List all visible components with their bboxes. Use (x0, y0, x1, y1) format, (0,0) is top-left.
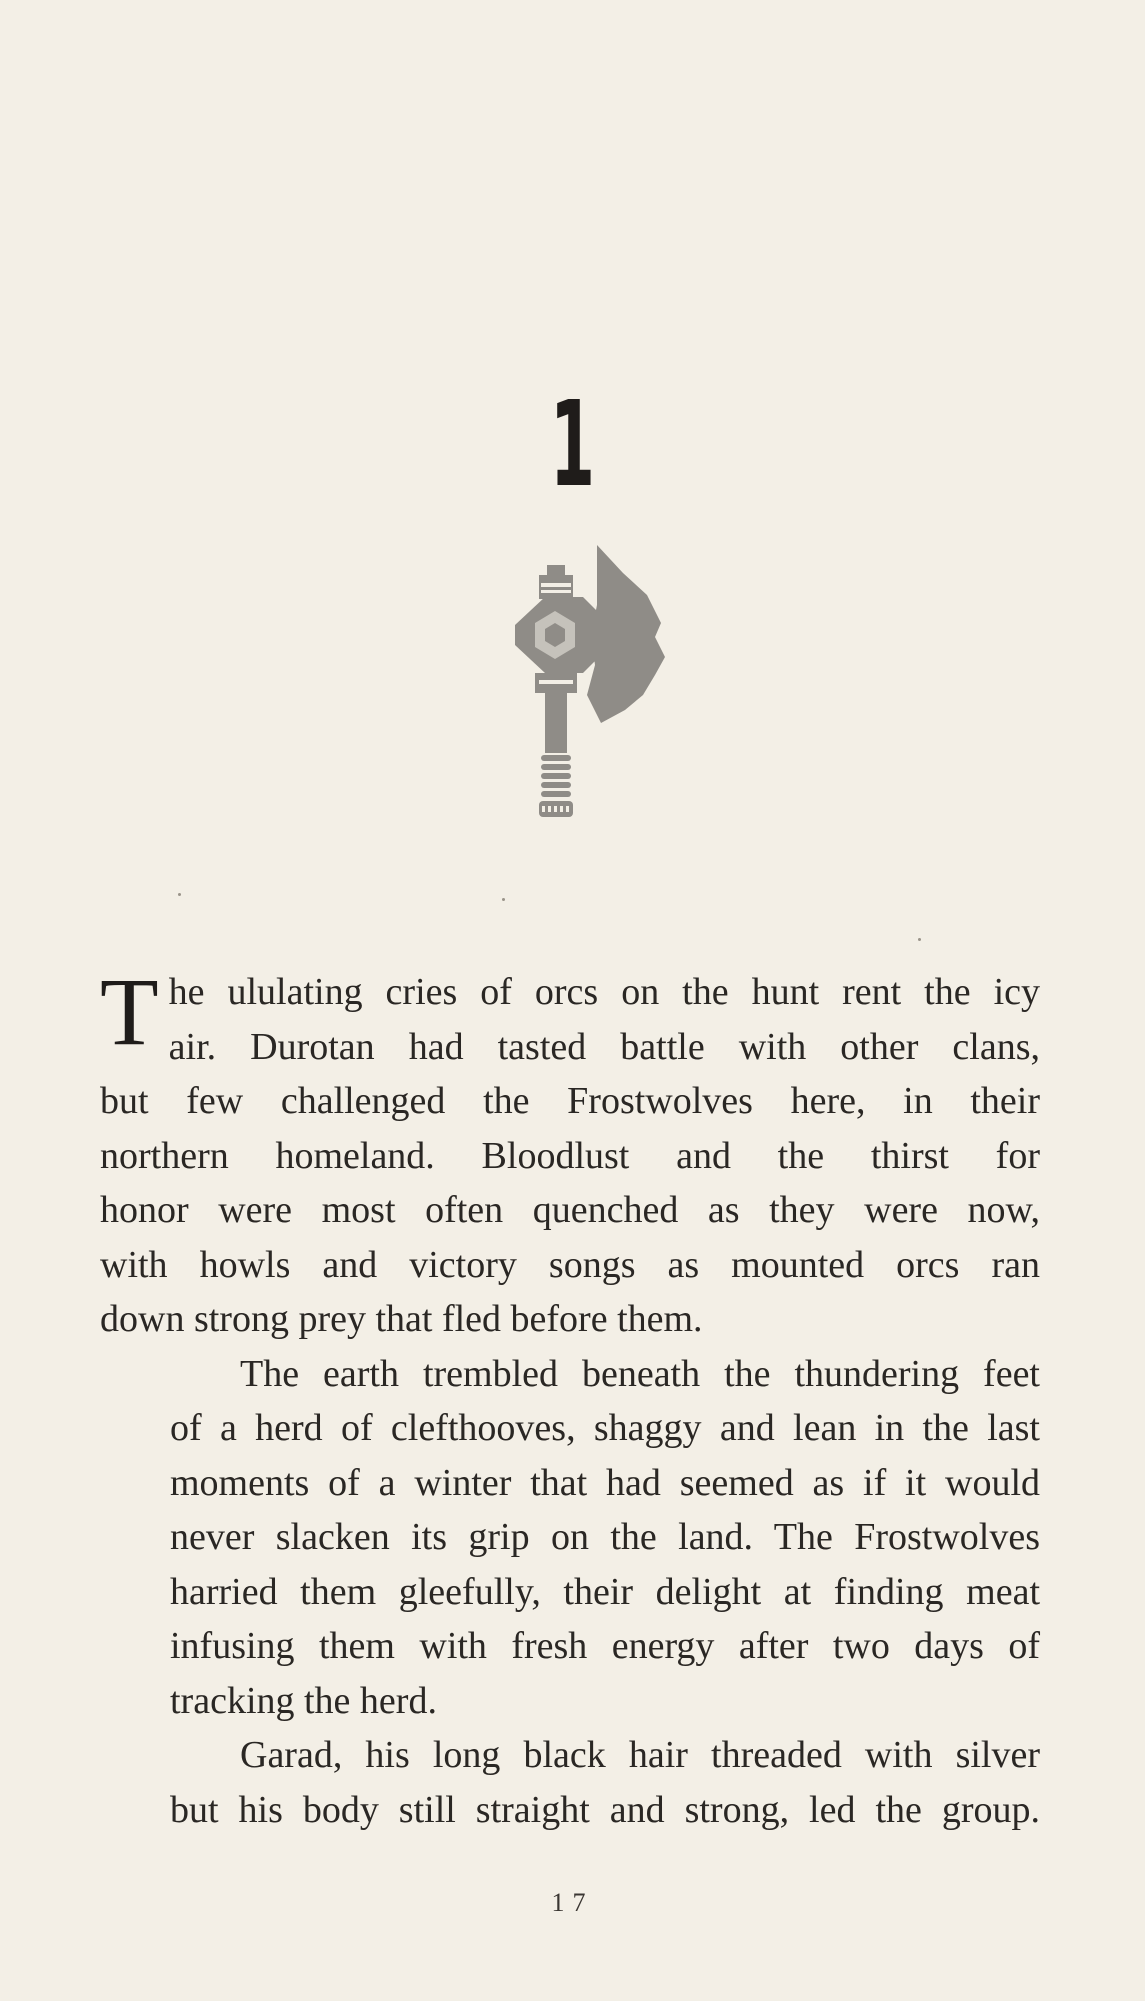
paper-speck (178, 893, 181, 896)
text-line: air. Durotan had tasted battle with other clans, (168, 1025, 1040, 1068)
text-line: never slacken its grip on the land. The Frostwolves (170, 1516, 1040, 1558)
text-line: Garad, his long black hair threaded with silver (240, 1734, 1040, 1776)
text-line: but few challenged the Frostwolves here, in their (100, 1080, 1040, 1122)
text-line: moments of a winter that had seemed as if it would (170, 1461, 1040, 1504)
text-line: but his body still straight and strong, led the group. (170, 1788, 1040, 1831)
paragraph (100, 1728, 1040, 1837)
text-line: harried them gleefully, their delight at finding meat (170, 1570, 1040, 1613)
paper-speck (502, 898, 505, 901)
paragraph (100, 958, 1040, 1347)
text-line: northern homeland. Bloodlust and the thirst for (100, 1134, 1040, 1177)
drop-cap: T (100, 958, 159, 1065)
text-line: The earth trembled beneath the thundering feet (240, 1352, 1040, 1395)
text-line: down strong prey that fled before them. (100, 1298, 703, 1340)
text-line: honor were most often quenched as they were now, (100, 1189, 1040, 1231)
text-line: of a herd of clefthooves, shaggy and lean in the last (170, 1407, 1040, 1449)
text-line: with howls and victory songs as mounted orcs ran (100, 1243, 1040, 1286)
paragraph (100, 1347, 1040, 1729)
chapter-number: 1 (549, 375, 596, 513)
page-number: 17 (551, 1888, 594, 1917)
text-line: infusing them with fresh energy after two days of (170, 1625, 1040, 1667)
text-line: tracking the herd. (170, 1679, 437, 1722)
war-axe-icon (505, 545, 665, 830)
chapter-text (100, 958, 1040, 1837)
paper-speck (918, 938, 921, 941)
text-line: he ululating cries of orcs on the hunt rent the icy (168, 971, 1040, 1013)
